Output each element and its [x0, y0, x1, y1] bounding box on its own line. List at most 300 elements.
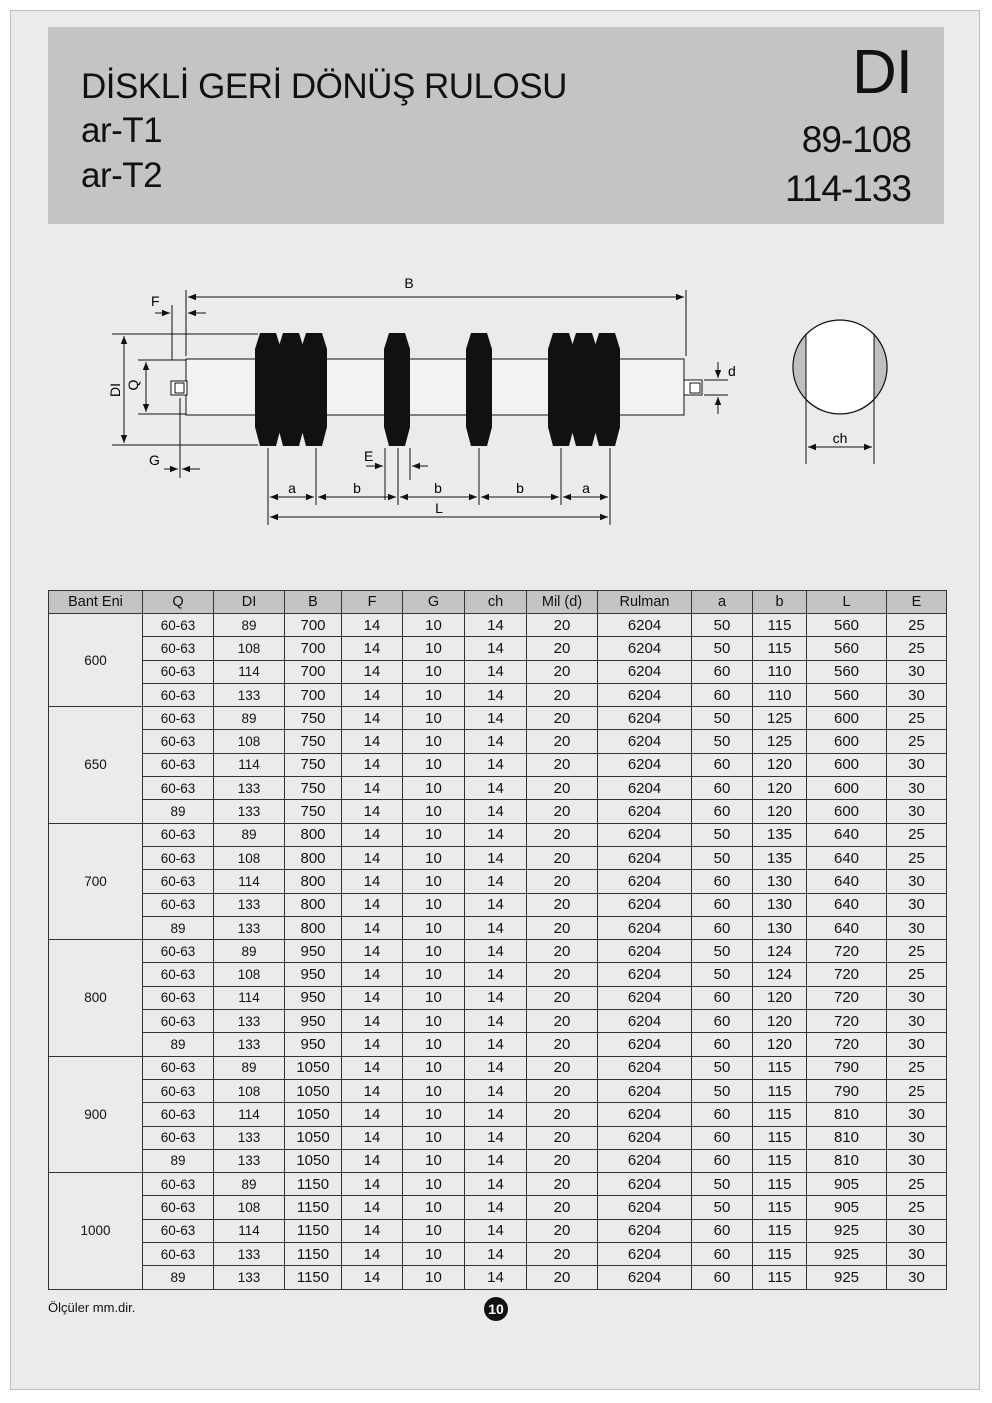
table-cell: 6204: [598, 870, 692, 893]
table-cell: 14: [465, 916, 527, 939]
table-cell: 6204: [598, 1126, 692, 1149]
table-cell: 640: [807, 893, 887, 916]
table-cell: 20: [527, 870, 598, 893]
table-cell: 6204: [598, 1103, 692, 1126]
table-cell: 124: [753, 963, 807, 986]
table-cell: 89: [214, 940, 285, 963]
table-cell: 6204: [598, 637, 692, 660]
disc: [571, 333, 597, 446]
disc: [548, 333, 574, 446]
table-cell: 10: [403, 800, 465, 823]
table-cell: 60: [692, 1149, 753, 1172]
table-row: [49, 1079, 947, 1102]
table-cell: 60: [692, 893, 753, 916]
table-cell: 6204: [598, 660, 692, 683]
table-cell: 6204: [598, 986, 692, 1009]
table-cell: 6204: [598, 846, 692, 869]
table-cell: 810: [807, 1149, 887, 1172]
table-cell: 14: [465, 1149, 527, 1172]
disc: [466, 333, 492, 446]
table-cell: 1050: [285, 1103, 342, 1126]
table-cell: 114: [214, 986, 285, 1009]
table-cell: 700: [285, 637, 342, 660]
table-cell: 800: [285, 823, 342, 846]
table-cell: 133: [214, 1266, 285, 1289]
label-a-left: a: [288, 480, 296, 496]
roller-shaft: [171, 359, 702, 415]
table-cell: 10: [403, 1033, 465, 1056]
table-cell: 1050: [285, 1079, 342, 1102]
table-cell: 30: [887, 1243, 947, 1266]
table-cell: 14: [342, 1033, 403, 1056]
table-cell: 60-63: [143, 846, 214, 869]
table-row: [49, 800, 947, 823]
table-cell: 10: [403, 893, 465, 916]
table-cell: 60: [692, 986, 753, 1009]
table-cell: 6204: [598, 940, 692, 963]
label-b-3: b: [516, 480, 524, 496]
table-cell: 14: [342, 1010, 403, 1033]
dimension-d: [704, 362, 728, 414]
table-cell: 14: [465, 893, 527, 916]
col-header-g: G: [403, 591, 465, 614]
disc: [594, 333, 620, 446]
table-cell: 30: [887, 986, 947, 1009]
table-cell: 25: [887, 1079, 947, 1102]
label-b-1: b: [353, 480, 361, 496]
table-cell: 108: [214, 730, 285, 753]
table-cell: 800: [285, 916, 342, 939]
table-cell: 560: [807, 637, 887, 660]
table-cell: 950: [285, 986, 342, 1009]
table-cell: 115: [753, 1266, 807, 1289]
table-cell: 14: [465, 614, 527, 637]
table-cell: 50: [692, 1079, 753, 1102]
table-cell: 14: [342, 800, 403, 823]
table-cell: 60-63: [143, 1126, 214, 1149]
table-cell: 6204: [598, 963, 692, 986]
table-body: [49, 614, 947, 1290]
table-cell: 50: [692, 1056, 753, 1079]
table-cell: 60-63: [143, 870, 214, 893]
table-cell: 50: [692, 846, 753, 869]
cell-bant-eni: 600: [49, 614, 143, 707]
table-cell: 20: [527, 1079, 598, 1102]
table-cell: 600: [807, 730, 887, 753]
table-cell: 114: [214, 753, 285, 776]
table-cell: 10: [403, 1149, 465, 1172]
table-cell: 130: [753, 870, 807, 893]
table-cell: 125: [753, 730, 807, 753]
table-cell: 135: [753, 823, 807, 846]
table-header-row: [49, 591, 947, 614]
table-cell: 6204: [598, 1033, 692, 1056]
table-cell: 560: [807, 614, 887, 637]
table-cell: 14: [342, 1126, 403, 1149]
table-cell: 114: [214, 1103, 285, 1126]
table-cell: 720: [807, 940, 887, 963]
table-cell: 115: [753, 1243, 807, 1266]
cell-bant-eni: 800: [49, 940, 143, 1056]
table-cell: 60: [692, 916, 753, 939]
table-cell: 25: [887, 614, 947, 637]
label-q: Q: [125, 379, 141, 391]
table-cell: 20: [527, 1243, 598, 1266]
col-header-bant-eni: Bant Eni: [49, 591, 143, 614]
table-cell: 125: [753, 707, 807, 730]
table-cell: 108: [214, 963, 285, 986]
table-cell: 14: [342, 777, 403, 800]
table-row: [49, 1126, 947, 1149]
label-b-2: b: [434, 480, 442, 496]
table-cell: 14: [465, 1243, 527, 1266]
table-cell: 115: [753, 1056, 807, 1079]
table-cell: 10: [403, 1056, 465, 1079]
disc: [278, 333, 304, 446]
table-cell: 720: [807, 1033, 887, 1056]
label-f: F: [151, 293, 160, 309]
table-cell: 133: [214, 1010, 285, 1033]
table-cell: 60: [692, 1103, 753, 1126]
table-row: [49, 614, 947, 637]
table-cell: 60-63: [143, 1243, 214, 1266]
table-cell: 89: [143, 1033, 214, 1056]
table-cell: 60-63: [143, 893, 214, 916]
table-cell: 60-63: [143, 940, 214, 963]
table-cell: 10: [403, 940, 465, 963]
table-row: [49, 986, 947, 1009]
table-cell: 14: [342, 730, 403, 753]
table-cell: 60: [692, 1243, 753, 1266]
type-ar-t2: ar-T2: [81, 156, 163, 195]
table-cell: 6204: [598, 1219, 692, 1242]
table-cell: 20: [527, 1196, 598, 1219]
table-cell: 810: [807, 1103, 887, 1126]
table-cell: 800: [285, 846, 342, 869]
type-ar-t1: ar-T1: [81, 111, 163, 150]
table-cell: 60: [692, 870, 753, 893]
table-cell: 6204: [598, 1056, 692, 1079]
table-cell: 14: [465, 870, 527, 893]
specification-table: [48, 590, 947, 1290]
table-cell: 10: [403, 823, 465, 846]
table-cell: 120: [753, 1033, 807, 1056]
table-cell: 30: [887, 660, 947, 683]
table-cell: 133: [214, 1033, 285, 1056]
table-cell: 14: [465, 1079, 527, 1102]
table-cell: 20: [527, 940, 598, 963]
label-l: L: [435, 500, 443, 516]
table-cell: 20: [527, 683, 598, 706]
table-cell: 1150: [285, 1173, 342, 1196]
table-cell: 30: [887, 1033, 947, 1056]
table-cell: 89: [143, 1266, 214, 1289]
table-cell: 14: [342, 1056, 403, 1079]
table-cell: 14: [465, 1103, 527, 1126]
table-cell: 925: [807, 1219, 887, 1242]
table-row: [49, 870, 947, 893]
table-cell: 60: [692, 660, 753, 683]
table-cell: 6204: [598, 683, 692, 706]
table-cell: 10: [403, 753, 465, 776]
table-cell: 30: [887, 777, 947, 800]
table-cell: 50: [692, 963, 753, 986]
table-cell: 6204: [598, 1266, 692, 1289]
table-cell: 14: [465, 707, 527, 730]
table-cell: 133: [214, 893, 285, 916]
table-cell: 60-63: [143, 1056, 214, 1079]
table-cell: 560: [807, 660, 887, 683]
table-cell: 60: [692, 1126, 753, 1149]
table-cell: 950: [285, 940, 342, 963]
table-cell: 14: [342, 1266, 403, 1289]
table-cell: 133: [214, 777, 285, 800]
table-cell: 60-63: [143, 637, 214, 660]
table-cell: 114: [214, 870, 285, 893]
table-cell: 640: [807, 846, 887, 869]
table-cell: 60-63: [143, 1010, 214, 1033]
units-note: Ölçüler mm.dir.: [48, 1300, 136, 1315]
table-cell: 750: [285, 730, 342, 753]
table-cell: 14: [465, 1219, 527, 1242]
table-cell: 60-63: [143, 1219, 214, 1242]
table-cell: 89: [214, 614, 285, 637]
table-cell: 89: [214, 1173, 285, 1196]
table-cell: 50: [692, 614, 753, 637]
table-cell: 14: [465, 1056, 527, 1079]
table-cell: 108: [214, 1196, 285, 1219]
table-cell: 25: [887, 823, 947, 846]
table-row: [49, 753, 947, 776]
table-cell: 60: [692, 1219, 753, 1242]
table-row: [49, 1033, 947, 1056]
table-row: [49, 1149, 947, 1172]
table-cell: 115: [753, 614, 807, 637]
table-cell: 25: [887, 707, 947, 730]
table-cell: 905: [807, 1196, 887, 1219]
col-header-a: a: [692, 591, 753, 614]
col-header-mil: Mil (d): [527, 591, 598, 614]
table-cell: 10: [403, 1243, 465, 1266]
table-row: [49, 707, 947, 730]
table-cell: 30: [887, 1149, 947, 1172]
table-cell: 14: [342, 986, 403, 1009]
table-cell: 89: [214, 1056, 285, 1079]
table-cell: 20: [527, 1056, 598, 1079]
table-row: [49, 846, 947, 869]
table-cell: 108: [214, 846, 285, 869]
table-cell: 1050: [285, 1056, 342, 1079]
table-cell: 6204: [598, 753, 692, 776]
table-cell: 10: [403, 637, 465, 660]
table-cell: 25: [887, 1196, 947, 1219]
table-cell: 10: [403, 683, 465, 706]
dimension-f: [155, 305, 206, 360]
table-cell: 640: [807, 823, 887, 846]
table-cell: 6204: [598, 1010, 692, 1033]
table-cell: 89: [143, 916, 214, 939]
table-cell: 1050: [285, 1126, 342, 1149]
table-cell: 14: [342, 1243, 403, 1266]
table-cell: 6204: [598, 707, 692, 730]
table-cell: 60-63: [143, 823, 214, 846]
table-cell: 60-63: [143, 707, 214, 730]
table-row: [49, 823, 947, 846]
table-row: [49, 637, 947, 660]
table-cell: 25: [887, 1173, 947, 1196]
table-cell: 89: [214, 707, 285, 730]
table-cell: 50: [692, 940, 753, 963]
table-row: [49, 893, 947, 916]
table-cell: 120: [753, 800, 807, 823]
table-row: [49, 1173, 947, 1196]
disc: [301, 333, 327, 446]
cell-bant-eni: 900: [49, 1056, 143, 1172]
table-cell: 60: [692, 753, 753, 776]
table-cell: 20: [527, 1149, 598, 1172]
table-cell: 6204: [598, 1243, 692, 1266]
col-header-b-spacing: b: [753, 591, 807, 614]
table-cell: 20: [527, 753, 598, 776]
table-row: [49, 683, 947, 706]
table-cell: 133: [214, 683, 285, 706]
table-cell: 800: [285, 893, 342, 916]
table-cell: 10: [403, 614, 465, 637]
table-cell: 10: [403, 916, 465, 939]
table-cell: 14: [342, 637, 403, 660]
table-cell: 14: [465, 800, 527, 823]
table-cell: 60-63: [143, 730, 214, 753]
table-cell: 14: [342, 940, 403, 963]
label-ch: ch: [832, 430, 848, 446]
table-cell: 115: [753, 1103, 807, 1126]
table-cell: 50: [692, 730, 753, 753]
table-cell: 20: [527, 1266, 598, 1289]
table-cell: 60-63: [143, 963, 214, 986]
table-row: [49, 940, 947, 963]
table-cell: 14: [342, 614, 403, 637]
table-cell: 1150: [285, 1266, 342, 1289]
table-cell: 14: [342, 660, 403, 683]
disc: [384, 333, 410, 446]
diameter-range-1: 89-108: [801, 119, 911, 160]
table-cell: 20: [527, 1173, 598, 1196]
table-cell: 20: [527, 707, 598, 730]
table-cell: 14: [465, 683, 527, 706]
table-cell: 1150: [285, 1196, 342, 1219]
table-cell: 6204: [598, 916, 692, 939]
table-cell: 640: [807, 870, 887, 893]
table-cell: 30: [887, 1126, 947, 1149]
table-cell: 10: [403, 963, 465, 986]
col-header-di: DI: [214, 591, 285, 614]
table-cell: 720: [807, 1010, 887, 1033]
table-cell: 10: [403, 660, 465, 683]
table-cell: 115: [753, 1079, 807, 1102]
table-cell: 30: [887, 753, 947, 776]
table-row: [49, 1266, 947, 1289]
table-cell: 560: [807, 683, 887, 706]
table-cell: 720: [807, 986, 887, 1009]
table-cell: 10: [403, 986, 465, 1009]
table-cell: 108: [214, 637, 285, 660]
table-cell: 60: [692, 683, 753, 706]
cell-bant-eni: 700: [49, 823, 143, 939]
table-cell: 50: [692, 1173, 753, 1196]
table-cell: 115: [753, 637, 807, 660]
table-cell: 14: [465, 940, 527, 963]
disc: [255, 333, 281, 446]
table-cell: 14: [465, 660, 527, 683]
table-cell: 14: [465, 1173, 527, 1196]
table-cell: 14: [342, 707, 403, 730]
table-cell: 89: [143, 800, 214, 823]
table-cell: 115: [753, 1219, 807, 1242]
table-cell: 20: [527, 614, 598, 637]
table-cell: 130: [753, 893, 807, 916]
table-cell: 925: [807, 1243, 887, 1266]
col-header-b: B: [285, 591, 342, 614]
table-cell: 20: [527, 893, 598, 916]
table-cell: 50: [692, 637, 753, 660]
table-cell: 114: [214, 1219, 285, 1242]
table-cell: 14: [465, 823, 527, 846]
table-cell: 10: [403, 1266, 465, 1289]
table-cell: 600: [807, 800, 887, 823]
table-row: [49, 1103, 947, 1126]
table-cell: 6204: [598, 800, 692, 823]
table-cell: 600: [807, 777, 887, 800]
table-cell: 115: [753, 1196, 807, 1219]
table-cell: 25: [887, 637, 947, 660]
table-cell: 30: [887, 1219, 947, 1242]
table-cell: 905: [807, 1173, 887, 1196]
table-cell: 700: [285, 683, 342, 706]
table-cell: 60: [692, 800, 753, 823]
table-cell: 30: [887, 1266, 947, 1289]
table-cell: 20: [527, 1219, 598, 1242]
table-cell: 14: [342, 823, 403, 846]
technical-drawing: [0, 0, 992, 560]
table-cell: 30: [887, 893, 947, 916]
table-cell: 10: [403, 1103, 465, 1126]
table-cell: 10: [403, 870, 465, 893]
label-b: B: [404, 275, 414, 291]
table-cell: 14: [342, 1149, 403, 1172]
table-row: [49, 1243, 947, 1266]
col-header-ch: ch: [465, 591, 527, 614]
table-cell: 120: [753, 1010, 807, 1033]
table-cell: 60-63: [143, 1173, 214, 1196]
col-header-l: L: [807, 591, 887, 614]
table-cell: 25: [887, 1056, 947, 1079]
table-cell: 108: [214, 1079, 285, 1102]
table-cell: 14: [342, 916, 403, 939]
table-cell: 20: [527, 660, 598, 683]
table-cell: 20: [527, 846, 598, 869]
label-e: E: [364, 448, 374, 464]
table-cell: 30: [887, 800, 947, 823]
table-cell: 20: [527, 986, 598, 1009]
table-cell: 60-63: [143, 1079, 214, 1102]
table-cell: 750: [285, 800, 342, 823]
table-cell: 25: [887, 846, 947, 869]
table-cell: 10: [403, 1126, 465, 1149]
table-cell: 14: [342, 846, 403, 869]
table-cell: 114: [214, 660, 285, 683]
table-row: [49, 916, 947, 939]
table-cell: 10: [403, 1079, 465, 1102]
